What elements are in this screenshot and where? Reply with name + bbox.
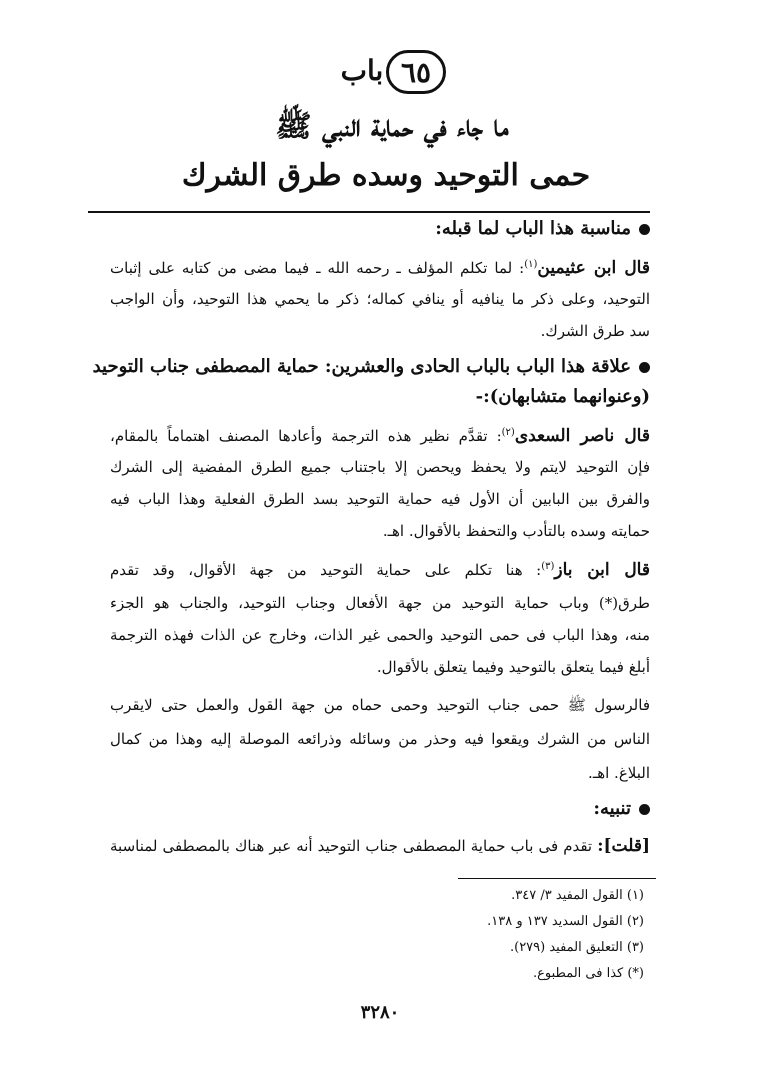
ibn-uthaymeen-line-3: سد طرق الشرك. xyxy=(540,322,650,340)
saadi-line-4: حمايته وسده بالتأدب والتحفظ بالأقوال. اهـ. xyxy=(382,522,650,540)
speaker-ibn-uthaymeen: قال ابن عثيمين xyxy=(537,258,650,278)
link-heading-line-2: (وعنوانهما متشابهان):- xyxy=(475,386,650,407)
ibn-baz-line-3: منه، وهذا الباب فى حمى التوحيد والحمى غير الذات، وخارج عن الذات فهذه الترجمة xyxy=(110,626,650,644)
chapter-word: باب xyxy=(340,54,384,87)
link-heading-text: علاقة هذا الباب بالباب الحادى والعشرين: حماية المصطفى جناب التوحيد xyxy=(92,356,631,377)
footnote-divider xyxy=(458,878,656,879)
footnote-ref-3: (٣) xyxy=(541,561,555,572)
ibn-baz-line-4: أبلغ فيما يتعلق بالتوحيد وفيما يتعلق بالأقوال. xyxy=(376,658,650,676)
link-heading-line-1 xyxy=(93,356,650,377)
ibn-baz-line-2: طرق(*) وباب حماية التوحيد من جهة الأفعال وجناب التوحيد، والجناب هو الجزء xyxy=(110,594,650,612)
speaker-ibn-baz: قال ابن باز xyxy=(554,560,650,580)
footnote-2: (٢) القول السديد ١٣٧ و ١٣٨. xyxy=(487,914,644,929)
ibn-uthaymeen-line-1 xyxy=(110,258,650,278)
paragraph-text: : لما تكلم المؤلف ـ رحمه الله ـ فيما مضى من كتابه على إثبات xyxy=(110,259,525,277)
bullet-icon xyxy=(639,224,650,235)
title-divider xyxy=(88,211,650,213)
footnote-3: (٣) التعليق المفيد (٢٧٩). xyxy=(509,940,644,955)
chapter-title-line-2: حمى التوحيد وسده طرق الشرك xyxy=(181,158,591,193)
note-heading xyxy=(593,798,650,819)
conclusion-line-2: الناس من الشرك ويقعوا فيه وحذر من وسائله وذرائعه الموصلة إليه وهذا من كمال xyxy=(110,730,650,748)
chapter-header xyxy=(0,44,760,106)
page-number: ٣٢٨٠ xyxy=(360,1002,400,1023)
ibn-uthaymeen-line-2: التوحيد، وعلى ذكر ما ينافيه أو ينافي كماله؛ ذكر ما يحمي هذا التوحيد، وأن الواجب xyxy=(110,290,650,308)
paragraph-text: : هنا تكلم على حماية التوحيد من جهة الأقوال، وقد تقدم xyxy=(110,561,542,579)
footnote-4: (*) كذا فى المطبوع. xyxy=(533,966,644,981)
conclusion-line-3: البلاغ. اهـ. xyxy=(588,764,650,782)
bullet-icon xyxy=(639,804,650,815)
conclusion-line-1: فالرسول ﷺ حمى جناب التوحيد وحمى حماه من جهة القول والعمل حتى لايقرب xyxy=(110,696,650,714)
saadi-line-2: فإن التوحيد لايتم ولا يحفظ ويحصن إلا باجتناب جميع الطرق المفضية إلى الشرك xyxy=(110,458,650,476)
note-text: تقدم فى باب حماية المصطفى جناب التوحيد أنه عبر هناك بالمصطفى لمناسبة xyxy=(110,837,593,855)
relation-heading-text: مناسبة هذا الباب لما قبله: xyxy=(435,218,631,239)
paragraph-text: : تقدَّم نظير هذه الترجمة وأعادها المصنف اهتماماً بالمقام، xyxy=(110,427,502,445)
speaker-saadi: قال ناصر السعدى xyxy=(514,426,650,446)
footnote-ref-1: (١) xyxy=(524,259,538,270)
ibn-baz-line-1 xyxy=(110,560,650,580)
chapter-number-badge: ٦٥ xyxy=(386,50,446,94)
footnote-ref-2: (٢) xyxy=(501,427,515,438)
chapter-title-line-1: ما جاء في حماية النبي ﷺ xyxy=(275,109,509,144)
saadi-line-1 xyxy=(110,426,650,446)
saadi-line-3: والفرق بين البابين أن الأول فيه حماية التوحيد بسد الطرق الفعلية وهذا الباب فيه xyxy=(110,490,650,508)
note-label: [قلت]: xyxy=(597,836,650,856)
footnote-1: (١) القول المفيد ٣/ ٣٤٧. xyxy=(511,888,644,903)
bullet-icon xyxy=(639,362,650,373)
note-heading-text: تنبيه: xyxy=(593,798,631,819)
note-line xyxy=(110,836,650,856)
relation-heading xyxy=(435,218,650,239)
